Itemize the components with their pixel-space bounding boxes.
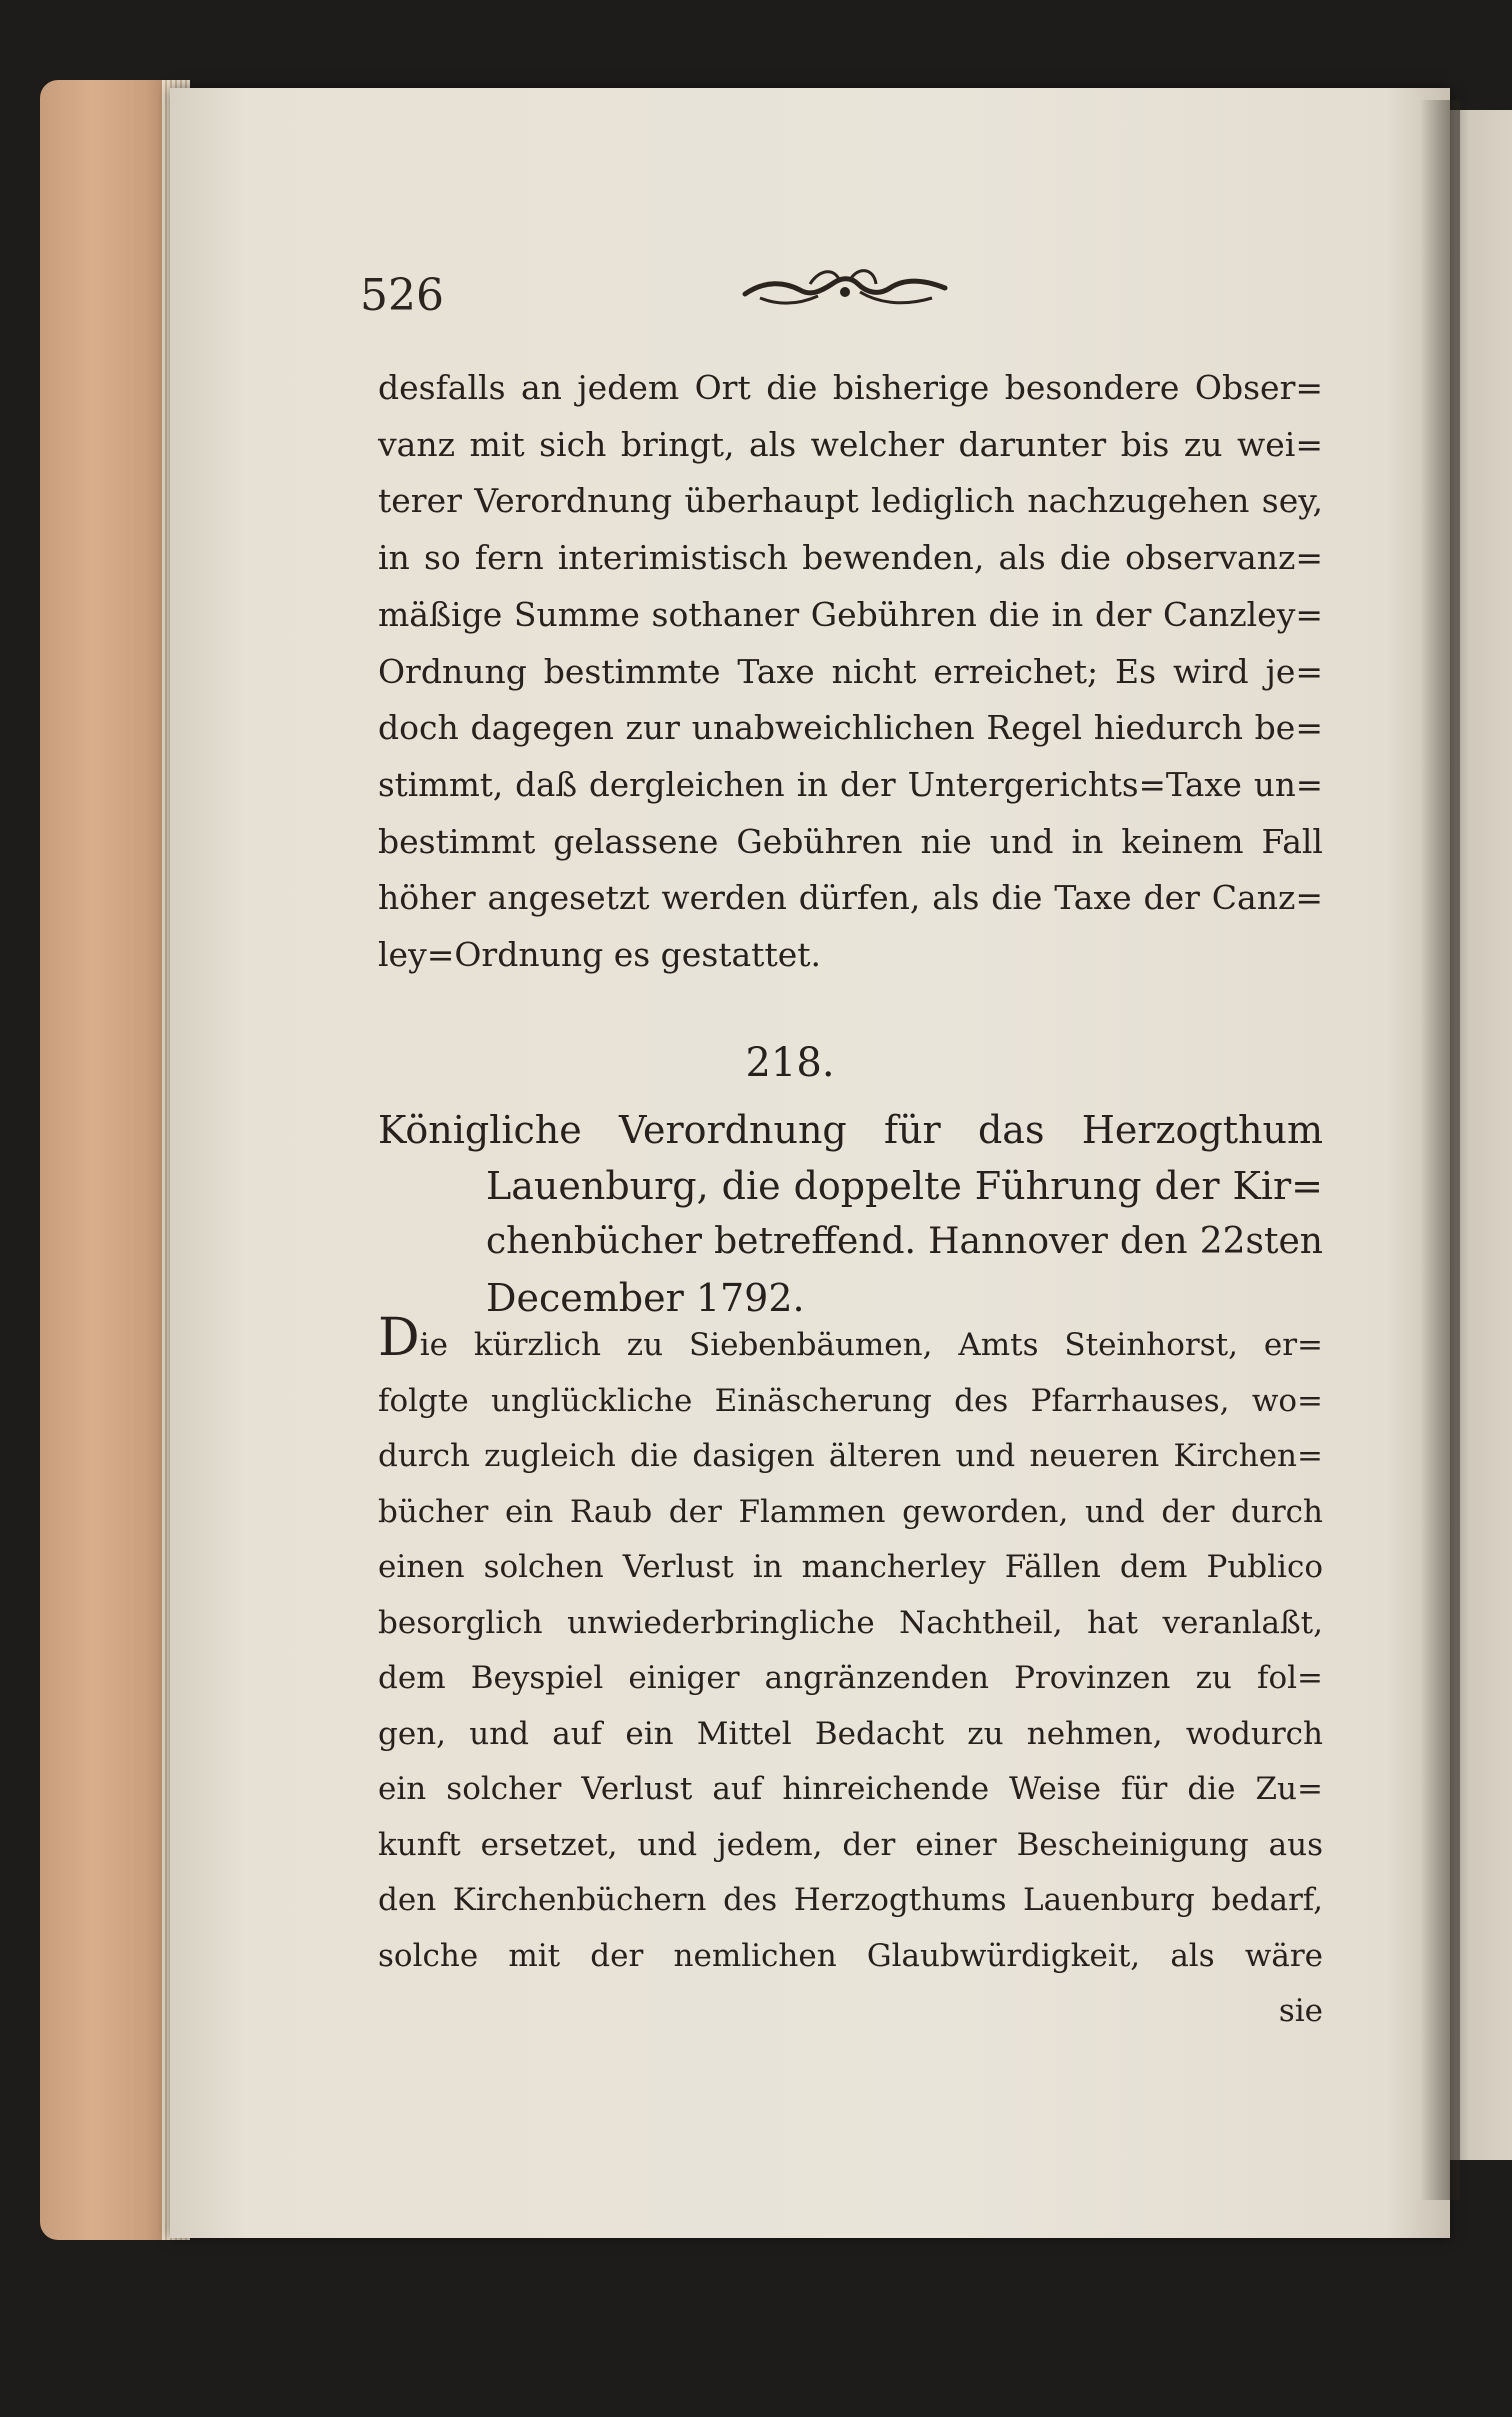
ordinance-text — [378, 1308, 1323, 2040]
text-line-first — [378, 1308, 1323, 1374]
text-line: den Kirchenbüchern des Herzogthums Lauenburg bedarf, — [378, 1882, 1323, 1918]
text-line: ley=Ordnung es gestattet. — [378, 935, 821, 975]
text-line: terer Verordnung überhaupt lediglich nachzugehen sey, — [378, 481, 1323, 521]
heading-line: Lauenburg, die doppelte Führung der Kir= — [486, 1164, 1323, 1208]
heading-line: Königliche Verordnung für das Herzogthum — [378, 1108, 1323, 1152]
text-line: ein solcher Verlust auf hinreichende Weise für die Zu= — [378, 1771, 1323, 1807]
text-line: stimmt, daß dergleichen in der Untergerichts=Taxe un= — [378, 765, 1323, 804]
text-line: desfalls an jedem Ort die bisherige besondere Obser= — [378, 368, 1323, 407]
book-fore-edge — [40, 80, 190, 2240]
text-line: dem Beyspiel einiger angränzenden Provinzen zu fol= — [378, 1660, 1323, 1696]
text-line: einen solchen Verlust in mancherley Fällen dem Publico — [378, 1549, 1323, 1585]
text-line: vanz mit sich bringt, als welcher darunter bis zu wei= — [378, 424, 1323, 464]
page-number: 526 — [360, 270, 444, 321]
section-heading — [378, 1102, 1323, 1326]
gutter-shadow — [1420, 100, 1460, 2200]
text-line: Ordnung bestimmte Taxe nicht erreichet; Es wird je= — [378, 651, 1323, 691]
first-line-text: ie kürzlich zu Siebenbäumen, Amts Steinhorst, er= — [419, 1327, 1323, 1363]
text-line: bücher ein Raub der Flammen geworden, und der durch — [378, 1493, 1323, 1530]
text-line: besorglich unwiederbringliche Nachtheil, hat veranlaßt, — [378, 1604, 1323, 1641]
drop-cap: D — [378, 1308, 420, 1368]
text-line: solche mit der nemlichen Glaubwürdigkeit, als wäre — [378, 1937, 1323, 1974]
text-line: durch zugleich die dasigen älteren und neueren Kirchen= — [378, 1438, 1323, 1474]
text-line: gen, und auf ein Mittel Bedacht zu nehmen, wodurch — [378, 1715, 1323, 1752]
section-number: 218. — [745, 1040, 835, 1086]
heading-line: December 1792. — [486, 1276, 805, 1320]
paragraph-continuation — [378, 360, 1323, 984]
text-line: mäßige Summe sothaner Gebühren die in der Canzley= — [378, 594, 1323, 634]
text-line: kunft ersetzet, und jedem, der einer Bescheinigung aus — [378, 1826, 1323, 1863]
text-line: höher angesetzt werden dürfen, als die Taxe der Canz= — [378, 878, 1323, 918]
heading-line: chenbücher betreffend. Hannover den 22sten — [486, 1221, 1323, 1262]
ornament-vignette-icon — [740, 262, 950, 322]
catchword: sie — [1278, 1993, 1323, 2029]
text-line: folgte unglückliche Einäscherung des Pfarrhauses, wo= — [378, 1382, 1323, 1419]
text-line: doch dagegen zur unabweichlichen Regel hiedurch be= — [378, 708, 1323, 748]
text-line: bestimmt gelassene Gebühren nie und in keinem Fall — [378, 821, 1323, 861]
text-line: in so fern interimistisch bewenden, als die observanz= — [378, 538, 1323, 578]
